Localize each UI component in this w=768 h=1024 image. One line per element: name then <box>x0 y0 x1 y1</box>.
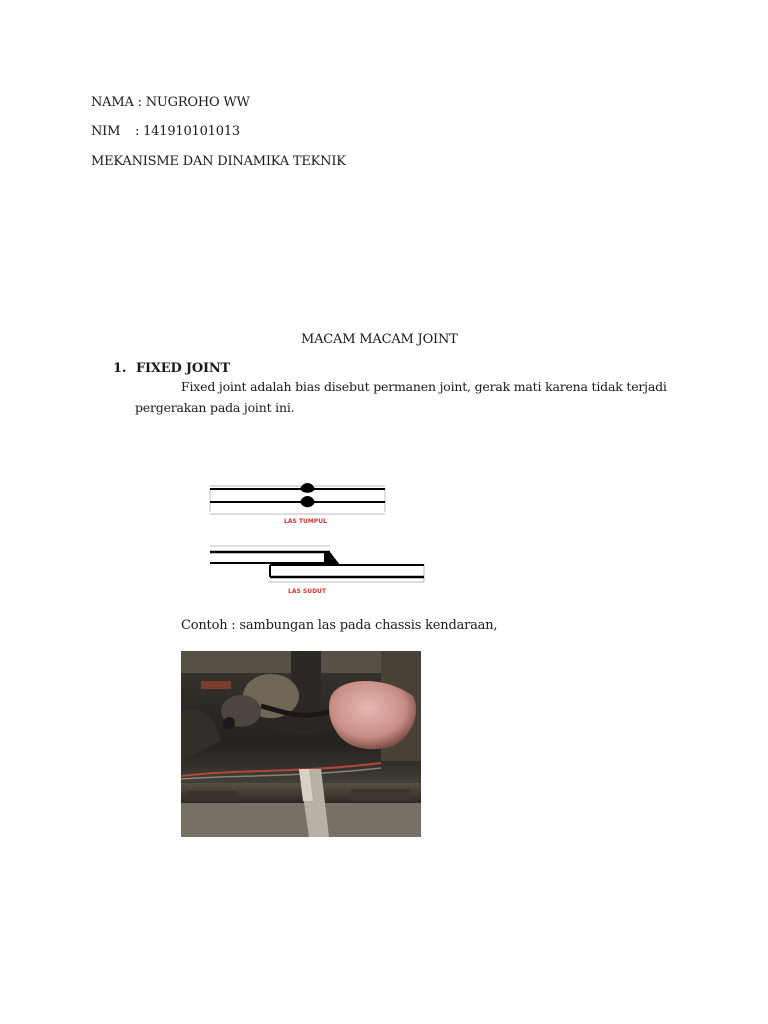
student-nim-label: NIM <box>91 124 121 139</box>
student-nim-value: : 141910101013 <box>135 124 240 139</box>
example-caption: Contoh : sambungan las pada chassis kendaraan, <box>181 618 498 633</box>
course-title: MEKANISME DAN DINAMIKA TEKNIK <box>91 154 346 169</box>
item-paragraph-line1: Fixed joint adalah bias disebut permanen joint, gerak mati karena tidak terjadi <box>181 379 667 394</box>
butt-weld-label: LAS TUMPUL <box>284 518 327 525</box>
chassis-weld-photo <box>181 651 421 837</box>
fillet-weld-figure <box>210 546 424 595</box>
student-name: NAMA : NUGROHO WW <box>91 95 250 110</box>
fillet-weld-label: LAS SUDUT <box>288 588 327 595</box>
item-paragraph-line2: pergerakan pada joint ini. <box>135 400 295 415</box>
item-heading: FIXED JOINT <box>136 361 231 376</box>
butt-weld-figure <box>210 483 385 525</box>
item-number: 1. <box>113 361 127 376</box>
section-title: MACAM MACAM JOINT <box>301 332 458 347</box>
weld-joint-diagram <box>200 470 440 610</box>
